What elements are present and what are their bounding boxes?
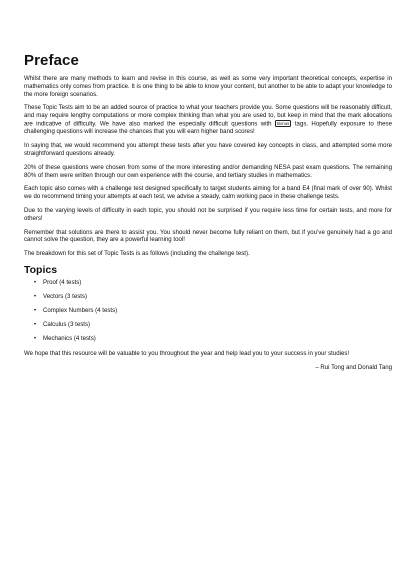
topics-list [24,279,392,342]
topic-label: Mechanics (4 tests) [43,334,96,342]
paragraph-question-sources: 20% of these questions were chosen from some of the more interesting and/or demanding NESA past exam questions. The remaining 80% of them were written through our own experience with the course, and tertiary studies in mathematics. [24,163,392,179]
paragraph-breakdown: The breakdown for this set of Topic Tests is as follows (including the challenge test). [24,250,250,258]
topic-label: Calculus (3 tests) [43,320,91,328]
bullet-icon: • [34,278,37,286]
preface-page [24,52,392,372]
bullet-icon: • [34,306,37,314]
topic-label: Proof (4 tests) [43,278,82,286]
list-item [34,279,392,287]
paragraph-intro: Whilst there are many methods to learn and revise in this course, as well as some very important theoretical concepts, expertise in mathematics only comes from practice. It is one thing to be able to know your content, but another to be able to adapt your knowledge to the more foreign scenarios. [24,75,392,98]
paragraph-challenge-test: Each topic also comes with a challenge test designed specifically to target students aiming for a band E4 (final mark of over 90). Whilst we do recommend timing your attempts at each test, we advise a steady, calm working pace in these challenge tests. [24,185,392,201]
paragraph-recommendation: In saying that, we would recommend you attempt these tests after you have covered key concepts in class, and attempted some more straightforward questions already. [24,142,392,157]
paragraph-difficulty: Due to the varying levels of difficulty in each topic, you should not be surprised if you require less time for certain tests, and more for others! [24,206,392,222]
topic-label: Complex Numbers (4 tests) [43,306,118,314]
paragraph-topic-tests [24,104,392,136]
author-signature: – Rui Tong and Donald Tang [315,363,392,371]
list-item [34,321,392,329]
paragraph-topic-tests-text-b: tags. Hopefully exposure to these challenging questions will increase the chances that you will earn higher band scores! [24,120,392,136]
paragraph-topic-tests-text-a: These Topic Tests aim to be an added source of practice to what your teachers provide you. Some questions will be reasonably difficult, and may require lengthy computations or more complex thinking than what you are used to, but keep in mind that the mark allocations are indicative of difficulty. We have also marked the especially difficult questions with [24,104,392,128]
bullet-icon: • [34,292,37,300]
topics-heading: Topics [24,263,58,276]
list-item [34,293,392,301]
bullet-icon: • [34,334,37,342]
bonus-tag: Bonus [275,120,292,127]
list-item [34,335,392,343]
page-title: Preface [24,52,79,69]
topic-label: Vectors (3 tests) [43,292,88,300]
list-item [34,307,392,315]
paragraph-solutions: Remember that solutions are there to assist you. You should never become fully reliant on them, but if you’ve genuinely had a go and cannot solve the question, they are a powerful learning tool! [24,228,392,244]
paragraph-closing: We hope that this resource will be valuable to you throughout the year and help lead you to your success in your studies! [24,350,350,358]
bullet-icon: • [34,320,37,328]
